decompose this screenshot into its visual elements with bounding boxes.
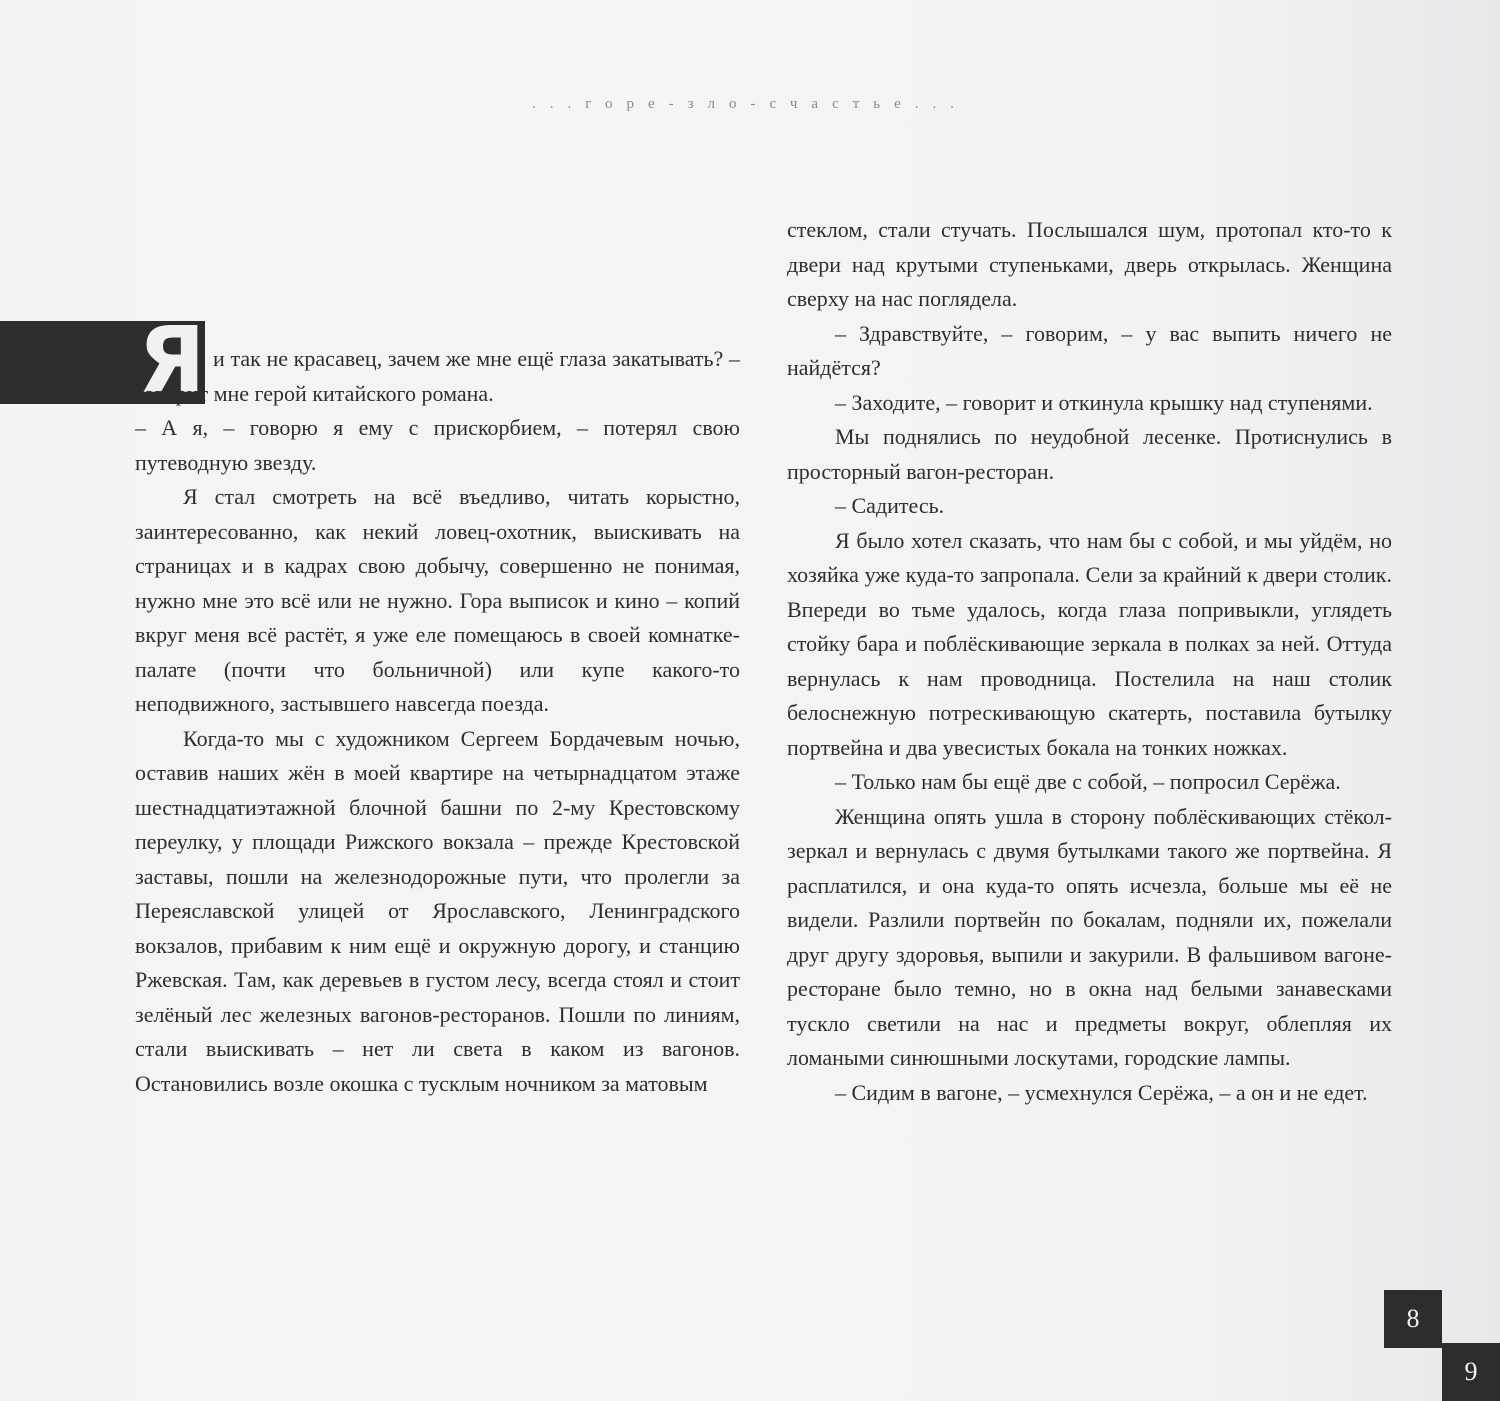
paragraph: Женщина опять ушла в сторону поблёскивающих стёкол-зеркал и вернулась с двумя бутылками такого же портвейна. Я расплатился, и она куда-то опять исчезла, больше мы её не видели. Разлили портвейн по бокалам, подняли их, пожелали друг другу здоровья, выпили и закурили. В фальшивом вагоне-ресторане было темно, но в окна над белыми занавесками тускло светили на нас и предметы вокруг, облепляя их ломаными синюшными лоскутами, городские лампы. [787,803,1392,1070]
right-column [787,213,1392,1110]
paragraph: – Заходите, – говорит и откинула крышку над ступенями. [835,389,1373,415]
paragraph: – Сидим в вагоне, – усмехнулся Серёжа, – а он и не едет. [835,1079,1368,1105]
left-column [135,342,740,1101]
paragraph: Мы поднялись по неудобной лесенке. Протиснулись в просторный вагон-ресторан. [787,424,1392,484]
paragraph-text: и так не красавец, зачем же мне ещё глаза закатывать? – говорит мне герой китайского романа. [135,346,740,406]
paragraph: Когда-то мы с художником Сергеем Бордачевым ночью, оставив наших жён в моей квартире на четырнадцатом этаже шестнадцатиэтажной блочной башни по 2-му Крестовскому переулку, у площади Рижского вокзала – прежде Крестовской заставы, пошли на железнодорожные пути, что пролегли за Переяславской улицей от Ярославского, Ленинградского вокзалов, прибавим к ним ещё и окружную дорогу, и станцию Ржевская. Там, как деревьев в густом лесу, всегда стоял и стоит зелёный лес железных вагонов-ресторанов. Пошли по линиям, стали выискивать – нет ли света в каком из вагонов. Остановились возле окошка с тусклым ночником за матовым [135,725,740,1096]
page-number-right: 9 [1442,1343,1500,1401]
paragraph [135,342,740,411]
paragraph: Я было хотел сказать, что нам бы с собой, и мы уйдём, но хозяйка уже куда-то запропала. Сели за крайний к двери столик. Впереди во тьме удалось, когда глаза попривыкли, углядеть стойку бара и поблёскивающие зеркала в полках за ней. Оттуда вернулась к нам проводница. Постелила на наш столик белоснежную потрескивающую скатерть, поставила бутылку портвейна и два увесистых бокала на тонких ножках. [787,527,1392,760]
paragraph: Я стал смотреть на всё въедливо, читать корыстно, заинтересованно, как некий ловец-охотник, выискивать на страницах и в кадрах свою добычу, совершенно не понимая, нужно мне это всё или не нужно. Гора выписок и кино – копий вкруг меня всё растёт, я уже еле помещаюсь в своей комнатке-палате (почти что больничной) или купе какого-то неподвижного, застывшего навсегда поезда. [135,484,740,716]
paragraph: – А я, – говорю я ему с прискорбием, – потерял свою путеводную звезду. [135,415,740,475]
dropcap-letter: Я [138,307,206,414]
running-head: ...горе-зло-счастье... [531,96,969,112]
page-number-left: 8 [1384,1290,1442,1348]
paragraph: – Садитесь. [835,493,945,518]
paragraph: – Только нам бы ещё две с собой, – попросил Серёжа. [835,769,1341,794]
paragraph: – Здравствуйте, – говорим, – у вас выпить ничего не найдётся? [787,320,1392,380]
paragraph: стеклом, стали стучать. Послышался шум, протопал кто-то к двери над крутыми ступеньками, дверь открылась. Женщина сверху на нас поглядела. [787,217,1392,311]
